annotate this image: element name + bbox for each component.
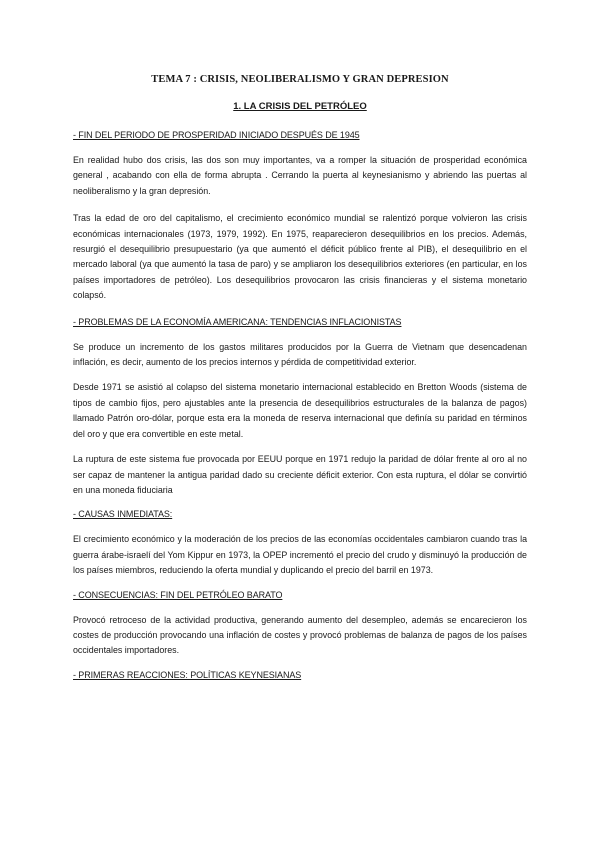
section-title: 1. LA CRISIS DEL PETRÓLEO	[233, 101, 367, 112]
document-body	[73, 129, 527, 693]
paragraph: Tras la edad de oro del capitalismo, el crecimiento económico mundial se ralentizó porque volvieron las crisis económicas internacionales (1973, 1979, 1992). En 1975, reaparecieron desequilibrios en los precios. Además, resurgió el desequilibrio presupuestario (ya que aumentó el déficit público frente al PIB), el desequilibrio en el mercado laboral (ya que aumentó la tasa de paro) y se ampliaron los desequilibrios exteriores (en particular, en los países importadores de petróleo). Los desequilibrios provocaron las crisis financieras y el sistema monetario colapsó.	[73, 213, 527, 301]
subheading-consecuencias: - CONSECUENCIAS: FIN DEL PETRÓLEO BARATO	[73, 589, 283, 600]
paragraph: Se produce un incremento de los gastos militares producidos por la Guerra de Vietnam que desencadenan inflación, es decir, aumento de los precios internos y pérdida de competitividad exterior.	[73, 341, 527, 368]
paragraph: La ruptura de este sistema fue provocada por EEUU porque en 1971 redujo la paridad de dólar frente al oro al no ser capaz de mantener la antigua paridad dado su creciente déficit exterior. Con esta ruptura, el dólar se convirtió en una moneda fiduciaria	[73, 454, 527, 495]
subheading-problemas-economia: - PROBLEMAS DE LA ECONOMÍA AMERICANA: TENDENCIAS INFLACIONISTAS	[73, 316, 402, 327]
subheading-primeras-reacciones: - PRIMERAS REACCIONES: POLÍTICAS KEYNESIANAS	[73, 669, 302, 680]
paragraph: Provocó retroceso de la actividad productiva, generando aumento del desempleo, además se encarecieron los costes de producción provocando una inflación de costes y provocó problemas de balanza de pagos de los países occidentales importadores.	[73, 614, 527, 656]
paragraph: El crecimiento económico y la moderación de los precios de las economías occidentales cambiaron cuando tras la guerra árabe-israelí del Yom Kippur en 1973, la OPEP incrementó el precio del crudo y disminuyó la producción de los países miembros, reduciendo la oferta mundial y duplicando el precio del barril en 1973.	[73, 534, 527, 576]
document-title: TEMA 7 : CRISIS, NEOLIBERALISMO Y GRAN DEPRESION	[151, 74, 449, 85]
paragraph: En realidad hubo dos crisis, las dos son muy importantes, va a romper la situación de prosperidad económica general , acabando con ella de forma abrupta . Cerrando la puerta al keynesianismo y abriendo las puertas al neoliberalismo y la gran depresión.	[73, 155, 527, 196]
paragraph: Desde 1971 se asistió al colapso del sistema monetario internacional establecido en Bretton Woods (sistema de tipos de cambio fijos, pero ajustables ante la presencia de desequilibrios estructurales de la balanza de pagos) llamado Patrón oro-dólar, porque esta era la moneda de reserva internacional que definía su paridad en términos del oro y que era convertible en este metal.	[73, 382, 527, 439]
subheading-causas: - CAUSAS INMEDIATAS:	[73, 509, 173, 520]
subheading-fin-periodo: - FIN DEL PERIODO DE PROSPERIDAD INICIADO DESPUÉS DE 1945	[73, 130, 360, 140]
